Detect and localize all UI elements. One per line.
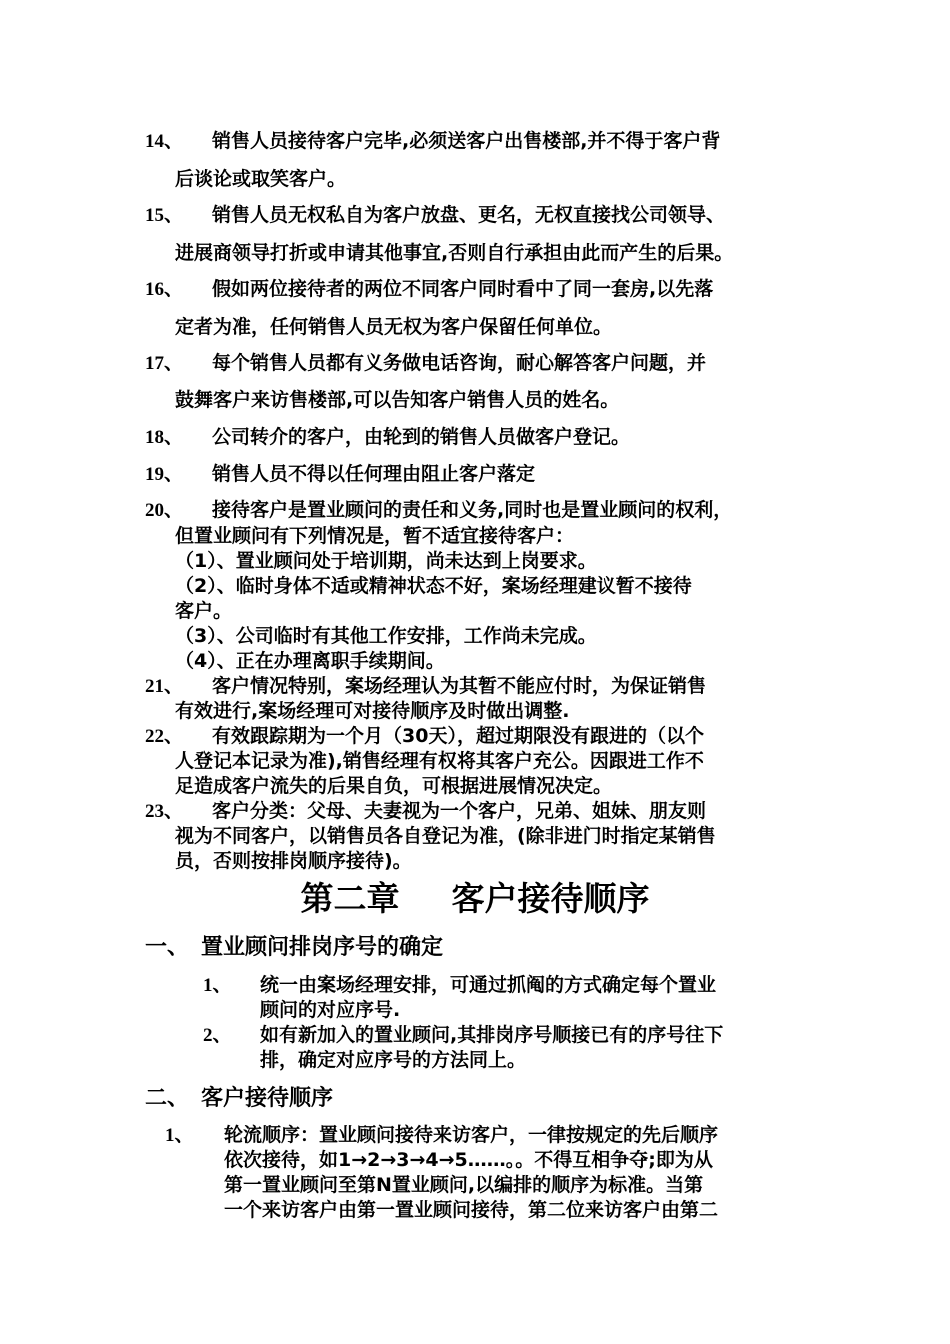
- rule-number: 20、: [145, 500, 184, 521]
- section-number: 二、: [145, 1086, 190, 1111]
- rule-text-line: 后谈论或取笑客户。: [175, 168, 347, 190]
- chapter-heading: [0, 873, 950, 920]
- rule-text-line: （1）、置业顾问处于培训期，尚未达到上岗要求。: [175, 550, 597, 572]
- rule-text-line: 每个销售人员都有义务做电话咨询，耐心解答客户问题，并: [212, 352, 707, 374]
- rule-22: [145, 721, 825, 748]
- list-item-line: 依次接待，如1→2→3→4→5……。。不得互相争夺;即为从: [224, 1149, 713, 1171]
- rule-text-line: 视为不同客户，以销售员各自登记为准，(除非进门时指定某销售: [175, 825, 716, 847]
- rule-text-line: 销售人员无权私自为客户放盘、更名，无权直接找公司领导、: [212, 204, 726, 226]
- section-number: 一、: [145, 935, 190, 960]
- rule-21: [145, 671, 825, 698]
- rule-text-line: 销售人员接待客户完毕,必须送客户出售楼部,并不得于客户背: [212, 130, 721, 152]
- rule-number: 16、: [145, 279, 184, 300]
- rule-text-line: 公司转介的客户，由轮到的销售人员做客户登记。: [212, 426, 631, 448]
- section-title: 客户接待顺序: [201, 1086, 334, 1111]
- rule-16: [145, 274, 825, 301]
- rule-number: 14、: [145, 131, 184, 152]
- rule-number: 18、: [145, 427, 184, 448]
- section-heading: [145, 1081, 333, 1112]
- rule-20: [145, 495, 825, 522]
- list-item-line: 排，确定对应序号的方法同上。: [260, 1049, 527, 1071]
- rule-text-line: 有效跟踪期为一个月（30天），超过期限没有跟进的（以个: [212, 725, 704, 747]
- rule-23: [145, 796, 825, 823]
- rule-text-line: 假如两位接待者的两位不同客户同时看中了同一套房,以先落: [212, 278, 714, 300]
- rule-text-line: 人登记本记录为准),销售经理有权将其客户充公。因跟进工作不: [175, 750, 704, 772]
- rule-14: [145, 126, 825, 153]
- rule-15: [145, 200, 825, 227]
- chapter-title: 客户接待顺序: [451, 879, 650, 918]
- list-item-line: 如有新加入的置业顾问,其排岗序号顺接已有的序号往下: [260, 1024, 724, 1046]
- list-item-number: 2、: [203, 1025, 232, 1046]
- list-item-line: 顾问的对应序号.: [260, 999, 401, 1021]
- rule-text-line: （2）、临时身体不适或精神状态不好，案场经理建议暂不接待: [175, 575, 692, 597]
- rule-text-line: 客户。: [175, 600, 233, 622]
- rule-number: 17、: [145, 353, 184, 374]
- list-item-number: 1、: [203, 975, 232, 996]
- rule-text-line: 客户分类：父母、夫妻视为一个客户，兄弟、姐妹、朋友则: [212, 800, 707, 822]
- rule-text-line: 有效进行,案场经理可对接待顺序及时做出调整.: [175, 700, 570, 722]
- rule-text-line: 但置业顾问有下列情况是，暂不适宜接待客户：: [175, 525, 575, 547]
- chapter-number: 第二章: [300, 879, 400, 918]
- rule-text-line: （3）、公司临时有其他工作安排，工作尚未完成。: [175, 625, 597, 647]
- list-item-line: 第一置业顾问至第N置业顾问,以编排的顺序为标准。当第: [224, 1174, 704, 1196]
- rule-number: 23、: [145, 801, 184, 822]
- rule-17: [145, 348, 825, 375]
- rule-number: 22、: [145, 726, 184, 747]
- section-title: 置业顾问排岗序号的确定: [201, 935, 444, 960]
- rule-text-line: 销售人员不得以任何理由阻止客户落定: [212, 463, 536, 485]
- rule-text-line: 客户情况特别，案场经理认为其暂不能应付时，为保证销售: [212, 675, 707, 697]
- rule-number: 19、: [145, 464, 184, 485]
- section-heading: [145, 930, 443, 961]
- rule-number: 21、: [145, 676, 184, 697]
- rule-number: 15、: [145, 205, 184, 226]
- rule-text-line: 足造成客户流失的后果自负，可根据进展情况决定。: [175, 775, 613, 797]
- list-item-number: 1、: [165, 1125, 194, 1146]
- rule-text-line: 进展商领导打折或申请其他事宜,否则自行承担由此而产生的后果。: [175, 242, 734, 264]
- list-item-line: 轮流顺序：置业顾问接待来访客户，一律按规定的先后顺序: [224, 1124, 719, 1146]
- list-item-line: 一个来访客户由第一置业顾问接待，第二位来访客户由第二: [224, 1199, 719, 1221]
- rule-18: [145, 422, 825, 449]
- list-item-line: 统一由案场经理安排，可通过抓阄的方式确定每个置业: [260, 974, 717, 996]
- rule-text-line: 鼓舞客户来访售楼部,可以告知客户销售人员的姓名。: [175, 389, 620, 411]
- rule-text-line: 接待客户是置业顾问的责任和义务,同时也是置业顾问的权利，: [212, 499, 733, 521]
- rule-text-line: 定者为准，任何销售人员无权为客户保留任何单位。: [175, 316, 613, 338]
- rule-text-line: 员，否则按排岗顺序接待)。: [175, 850, 412, 872]
- rule-text-line: （4）、正在办理离职手续期间。: [175, 650, 445, 672]
- rule-19: [145, 459, 825, 486]
